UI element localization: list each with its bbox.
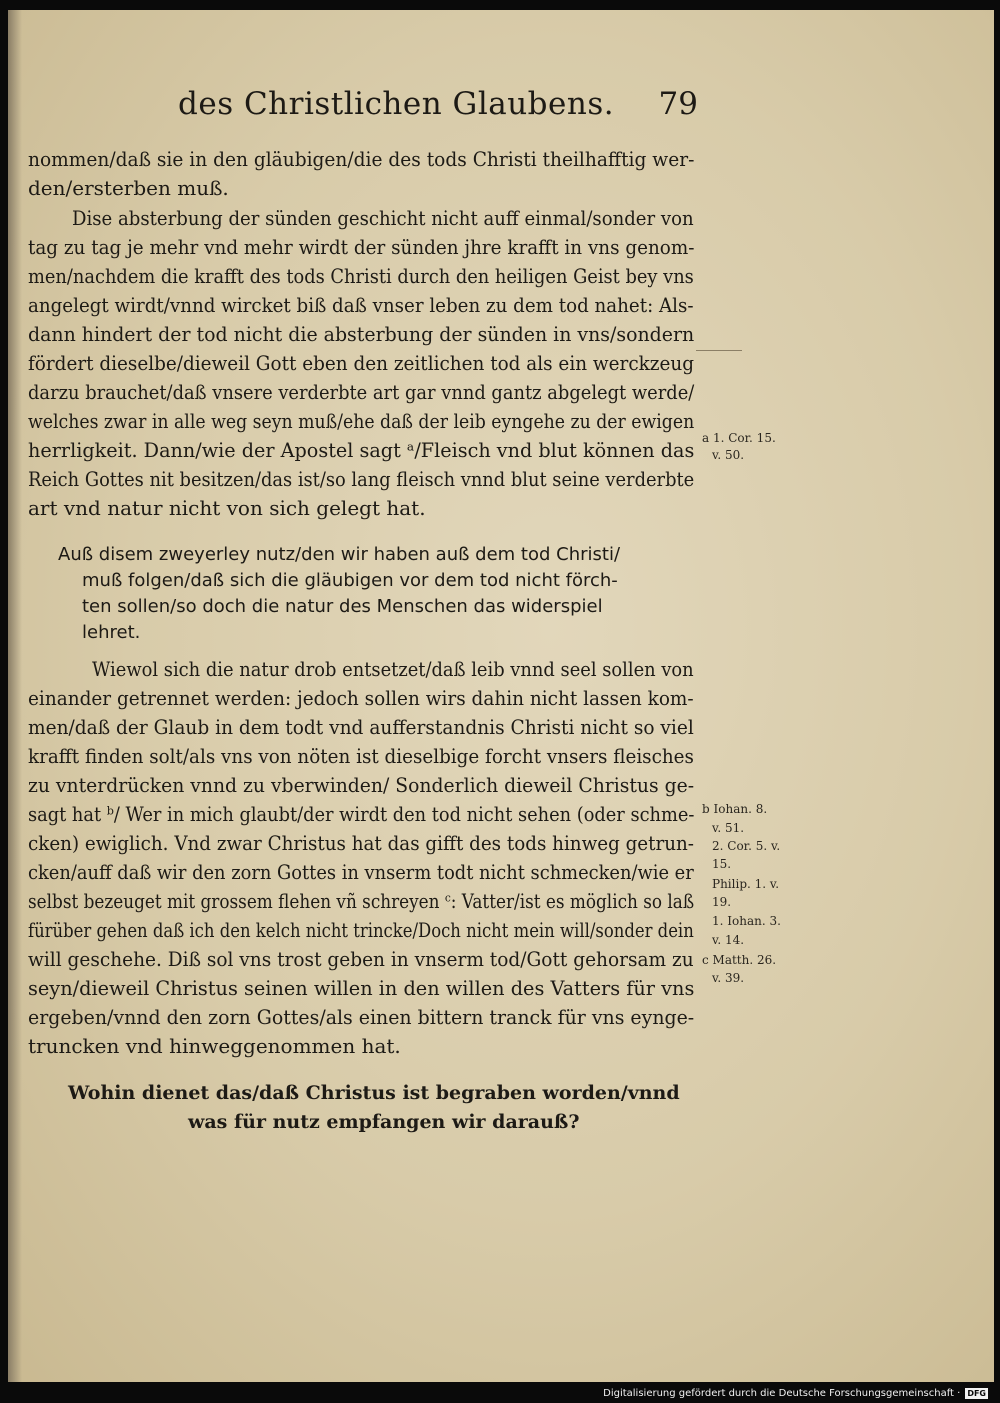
- margin-reference: v. 39.: [712, 971, 745, 985]
- body-text-line: Reich Gottes nit besitzen/das ist/so lang fleisch vnnd blut seine verderbte: [28, 467, 695, 491]
- page-header: [178, 86, 698, 134]
- body-text-line: dann hindert der tod nicht die absterbung der sünden in vns/sondern: [28, 322, 695, 346]
- body-text-line: nommen/daß sie in den gläubigen/die des tods Christi theilhafftig wer-: [28, 147, 695, 171]
- margin-reference: v. 14.: [712, 933, 745, 947]
- body-text-line: krafft finden solt/als vns von nöten ist dieselbige forcht vnsers fleisches: [28, 744, 694, 768]
- margin-reference: a 1. Cor. 15.: [702, 431, 776, 445]
- margin-reference: v. 51.: [712, 821, 745, 835]
- body-text-line: truncken vnd hinweggenommen hat.: [28, 1034, 401, 1058]
- body-text-line: fürüber gehen daß ich den kelch nicht trincke/Doch nicht mein will/sonder dein: [28, 918, 694, 942]
- body-text-line: tag zu tag je mehr vnd mehr wirdt der sünden jhre krafft in vns genom-: [28, 235, 695, 259]
- body-text-line: cken) ewiglich. Vnd zwar Christus hat das gifft des tods hinweg getrun-: [28, 831, 694, 855]
- body-text-line: cken/auff daß wir den zorn Gottes in vnserm todt nicht schmecken/wie er: [28, 860, 694, 884]
- question-heading-line: was für nutz empfangen wir darauß?: [188, 1111, 580, 1133]
- margin-reference: 15.: [712, 857, 732, 871]
- body-text-line: Dise absterbung der sünden geschicht nicht auff einmal/sonder von: [72, 206, 694, 230]
- page-number: 79: [658, 86, 698, 122]
- body-text-line: zu vnterdrücken vnnd zu vberwinden/ Sonderlich dieweil Christus ge-: [28, 773, 695, 797]
- margin-reference: b Iohan. 8.: [702, 802, 768, 816]
- body-text-line: sagt hat ᵇ/ Wer in mich glaubt/der wirdt den tod nicht sehen (oder schme-: [28, 802, 695, 826]
- body-text-line: herrligkeit. Dann/wie der Apostel sagt ᵃ/Fleisch vnd blut können das: [28, 438, 695, 462]
- footer-text: Digitalisierung gefördert durch die Deutsche Forschungsgemeinschaft ·: [603, 1388, 961, 1399]
- margin-reference: Philip. 1. v.: [712, 877, 780, 891]
- body-text-line: angelegt wirdt/vnnd wircket biß daß vnser leben zu dem tod nahet: Als-: [28, 293, 694, 317]
- question-heading-line: Auß disem zweyerley nutz/den wir haben auß dem tod Christi/: [58, 544, 621, 565]
- body-text-line: selbst bezeuget mit grossem flehen vñ schreyen ᶜ: Vatter/ist es möglich so laß: [28, 889, 695, 913]
- body-text-line: art vnd natur nicht von sich gelegt hat.: [28, 496, 426, 520]
- document-page: [8, 10, 994, 1382]
- body-text-line: men/nachdem die krafft des tods Christi durch den heiligen Geist bey vns: [28, 264, 694, 288]
- margin-reference: 2. Cor. 5. v.: [712, 839, 781, 853]
- question-heading-line: muß folgen/daß sich die gläubigen vor dem tod nicht förch-: [82, 570, 618, 591]
- body-text-line: Wiewol sich die natur drob entsetzet/daß leib vnnd seel sollen von: [92, 657, 694, 681]
- running-title: des Christlichen Glaubens.: [178, 86, 615, 122]
- body-text-line: will geschehe. Diß sol vns trost geben in vnserm tod/Gott gehorsam zu: [28, 947, 694, 971]
- footer-credit: [603, 1388, 988, 1399]
- body-text-line: welches zwar in alle weg seyn muß/ehe daß der leib eyngehe zu der ewigen: [28, 409, 695, 433]
- question-heading-line: Wohin dienet das/daß Christus ist begraben worden/vnnd: [68, 1082, 680, 1104]
- margin-reference: 1. Iohan. 3.: [712, 914, 781, 928]
- body-text-line: darzu brauchet/daß vnsere verderbte art gar vnnd gantz abgelegt werde/: [28, 380, 695, 404]
- margin-dash: [696, 350, 742, 351]
- body-text-line: den/ersterben muß.: [28, 176, 229, 200]
- body-text-line: seyn/dieweil Christus seinen willen in den willen des Vatters für vns: [28, 976, 695, 1000]
- margin-reference: 19.: [712, 895, 732, 909]
- body-text-line: einander getrennet werden: jedoch sollen wirs dahin nicht lassen kom-: [28, 686, 694, 710]
- body-text-line: ergeben/vnnd den zorn Gottes/als einen bittern tranck für vns eynge-: [28, 1005, 695, 1029]
- question-heading-line: lehret.: [82, 622, 141, 643]
- dfg-logo-icon: DFG: [967, 1389, 986, 1398]
- body-text-line: men/daß der Glaub in dem todt vnd aufferstandnis Christi nicht so viel: [28, 715, 694, 739]
- margin-reference: v. 50.: [712, 448, 745, 462]
- body-text-line: fördert dieselbe/dieweil Gott eben den zeitlichen tod als ein werckzeug: [28, 351, 694, 375]
- question-heading-line: ten sollen/so doch die natur des Menschen das widerspiel: [82, 596, 603, 617]
- margin-reference: c Matth. 26.: [702, 953, 777, 967]
